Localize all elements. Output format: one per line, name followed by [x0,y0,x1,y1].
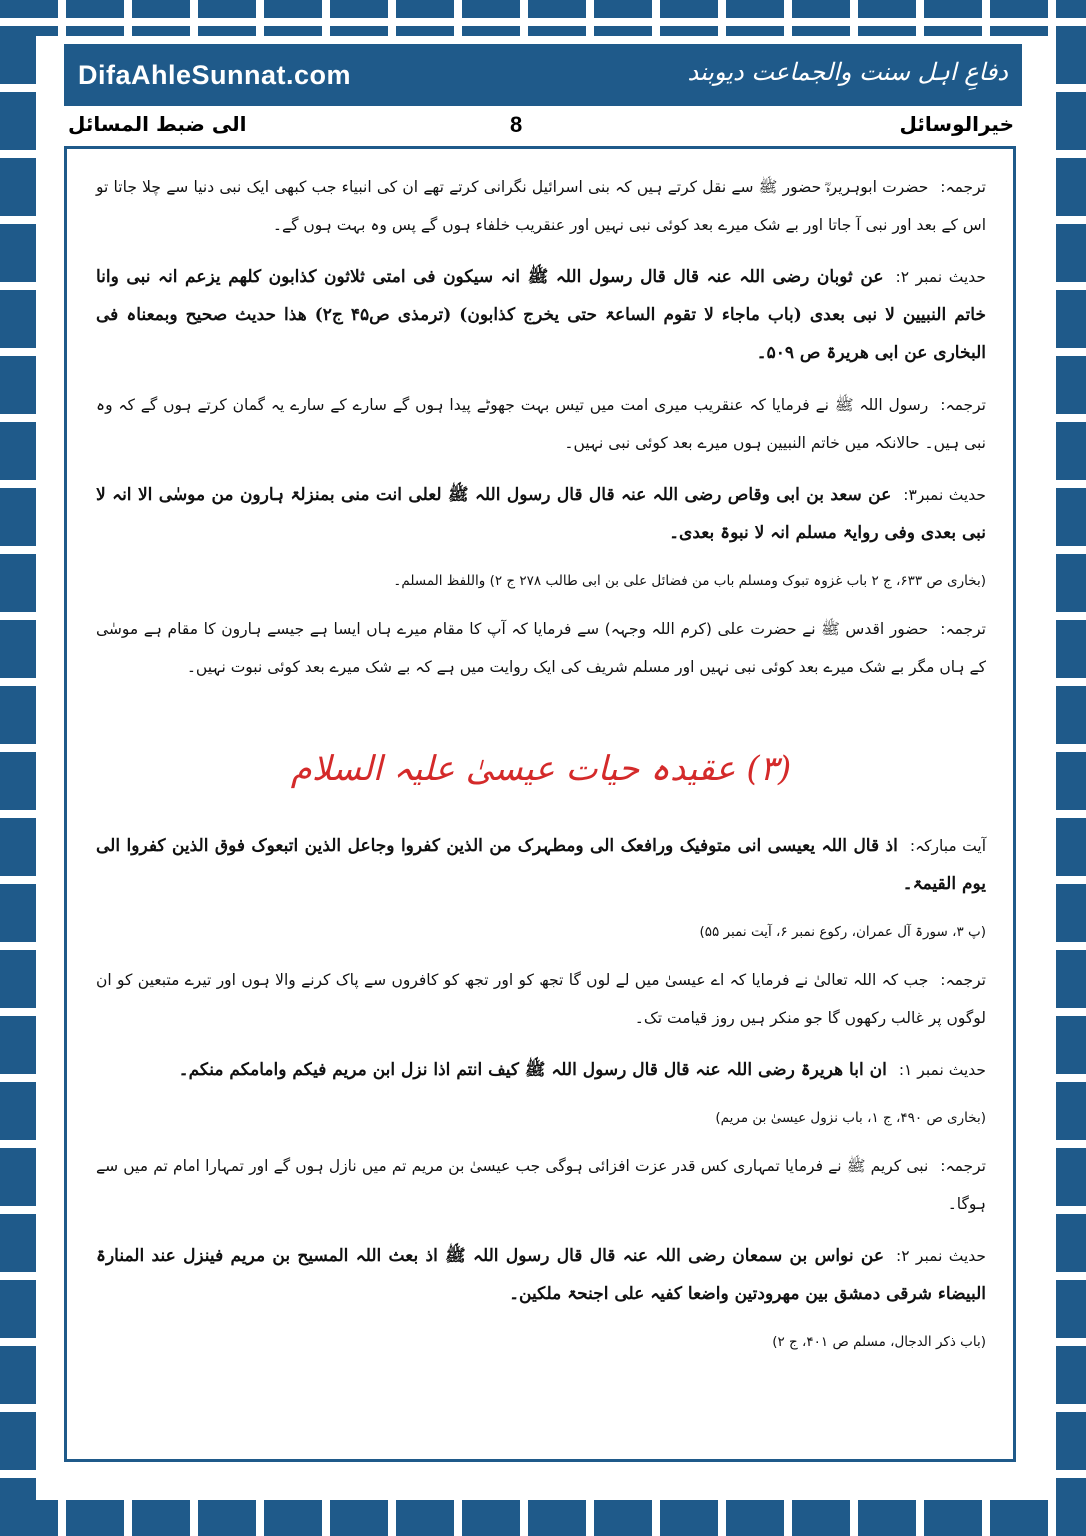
para-text: نبی کریم ﷺ نے فرمایا تمہاری کس قدر عزت افزائی ہوگی جب عیسیٰ بن مریم تم میں نازل ہوں گے اور تمہارا امام تم میں سے ہوگا۔ [96,1157,986,1213]
translation-3 [96,610,986,686]
reference-4: (باب ذکر الدجال، مسلم ص ۴۰۱، ج ۲) [772,1334,986,1350]
org-name: دفاعِ اہل سنت والجماعت دیوبند [687,58,1008,86]
para-label: ترجمہ: [940,620,986,638]
hadith-1 [96,1051,986,1089]
page-number: 8 [510,112,523,137]
hadith-text: عن ثوبان رضی اللہ عنہ قال قال رسول اللہ ﷺ انہ سیکون فی امتی ثلاثون کذابون کلھم یزعم انہ نبی وانا خاتم النبیین لا نبی بعدی (باب ماجاء لا تقوم الساعۃ حتی یخرج کذابون) (ترمذی ص۴۵ ج۲) ھذا حدیث صحیح وبمعناہ فی البخاری عن ابی ھریرۃ ص ۵۰۹۔ [96,267,986,363]
para-label: حدیث نمبر ۲: [895,268,986,286]
para-text: جب کہ اللہ تعالیٰ نے فرمایا کہ اے عیسیٰ میں لے لوں گا تجھ کو اور تجھ کو کافروں سے پاک کرنے والا ہوں اور تیرے متبعین کو ان لوگوں پر غالب رکھوں گا جو منکر ہیں روز قیامت تک۔ [96,971,986,1027]
para-label: حدیث نمبر ۲: [895,1247,986,1265]
translation-4 [96,961,986,1037]
para-text: رسول اللہ ﷺ نے فرمایا کہ عنقریب میری امت میں تیس بہت جھوٹے پیدا ہوں گے سارے کے سارے یہ گمان کرتے ہوں گے کہ وہ نبی ہیں۔ حالانکہ میں خاتم النبیین ہوں میرے بعد کوئی نبی نہیں۔ [96,396,986,452]
hadith-2b [96,1237,986,1313]
book-title: خیرالوسائل [899,112,1014,136]
para-text: حضور اقدس ﷺ نے حضرت علی (کرم اللہ وجہہ) سے فرمایا کہ آپ کا مقام میرے ہاں ایسا ہے جیسے ہارون کا مقام ہے موسٰی کے ہاں مگر بے شک میرے بعد کوئی نبی نہیں اور مسلم شریف کی ایک روایت میں ہے کہ بے شک میرے بعد کوئی نبوت نہیں۔ [96,620,986,676]
reference-1: (بخاری ص ۶۳۳، ج ۲ باب غزوہ تبوک ومسلم باب من فضائل علی بن ابی طالب ۲۷۸ ج ۲) واللفظ المسلم۔ [393,573,986,589]
para-text: حضرت ابوہریرہؓ حضور ﷺ سے نقل کرتے ہیں کہ بنی اسرائیل نگرانی کرتے تھے ان کی انبیاء جب کبھی ایک نبی دنیا سے چلا جاتا تو اس کے بعد اور نبی آ جاتا اور بے شک میرے بعد کوئی نبی نہیں اور عنقریب خلفاء ہوں گے پس وہ بہت ہوں گے۔ [96,178,986,234]
para-label: حدیث نمبر۳: [903,486,987,504]
para-label: حدیث نمبر ۱: [898,1061,986,1079]
para-label: آیت مبارکہ: [909,837,987,855]
para-label: ترجمہ: [940,971,986,989]
site-url: DifaAhleSunnat.com [78,60,352,90]
hadith-text: عن سعد بن ابی وقاص رضی اللہ عنہ قال قال رسول اللہ ﷺ لعلی انت منی بمنزلۃ ہارون من موسٰی الا انہ لا نبی بعدی وفی روایۃ مسلم انہ لا نبوۃ بعدی۔ [96,485,986,543]
translation-5 [96,1147,986,1223]
translation-2 [96,386,986,462]
hadith-text: عن نواس بن سمعان رضی اللہ عنہ قال قال رسول اللہ ﷺ اذ بعث اللہ المسیح بن مریم فینزل عند المنارۃ البیضاء شرقی دمشق بین مھرودتین واضعا کفیہ علی اجنحۃ ملکین۔ [96,1246,986,1304]
para-label: ترجمہ: [940,178,986,196]
section-title: (۳) عقیدہ حیات عیسیٰ علیہ السلام [290,749,792,789]
ayat [96,827,986,903]
hadith-2 [96,258,986,372]
hadith-text: ان ابا ھریرۃ رضی اللہ عنہ قال قال رسول اللہ ﷺ کیف انتم اذا نزل ابن مریم فیکم وامامکم منکم۔ [178,1060,887,1080]
para-label: ترجمہ: [940,396,986,414]
reference-2: (پ ۳، سورۃ آل عمران، رکوع نمبر ۶، آیت نمبر ۵۵) [699,924,986,940]
main-content [96,168,986,1371]
reference-3: (بخاری ص ۴۹۰، ج ۱، باب نزول عیسیٰ بن مریم) [715,1110,986,1126]
book-subtitle: الی ضبط المسائل [68,112,247,136]
ayat-text: اذ قال اللہ یعیسی انی متوفیک ورافعک الی ومطہرک من الذین کفروا وجاعل الذین اتبعوک فوق الذین کفروا الی یوم القیمۃ۔ [96,836,986,894]
para-label: ترجمہ: [940,1157,986,1175]
translation-1 [96,168,986,244]
hadith-3 [96,476,986,552]
